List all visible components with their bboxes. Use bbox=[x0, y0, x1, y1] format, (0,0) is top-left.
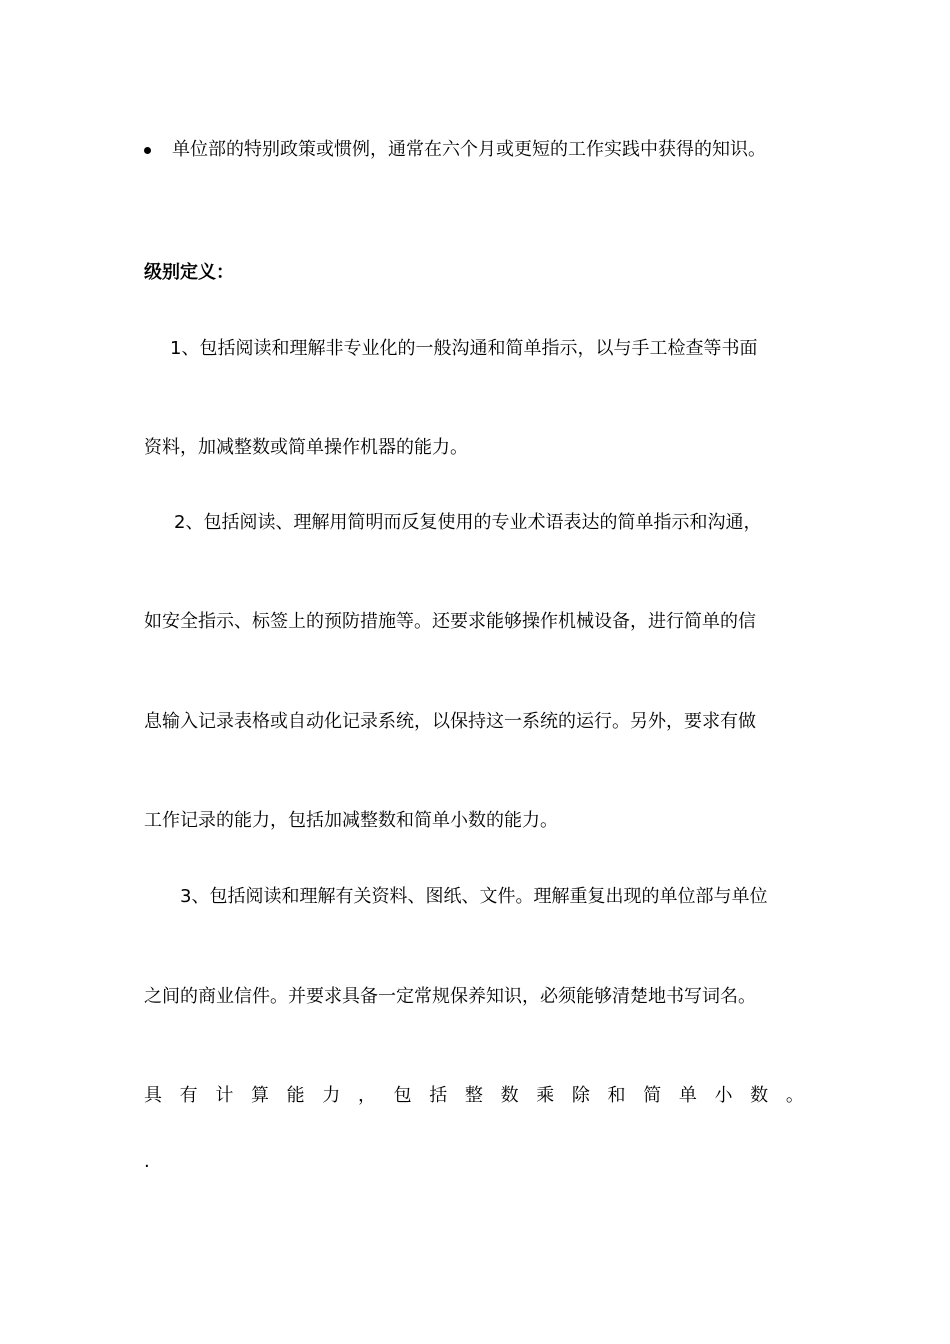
justified-char: 。 bbox=[785, 1085, 804, 1106]
justified-char: 简 bbox=[643, 1085, 662, 1106]
justified-char: 单 bbox=[678, 1085, 697, 1106]
level2-line4: 工作记录的能力，包括加减整数和简单小数的能力。 bbox=[144, 810, 558, 831]
level2-line1: 2、包括阅读、理解用简明而反复使用的专业术语表达的简单指示和沟通， bbox=[174, 512, 762, 533]
justified-char: 力 bbox=[322, 1085, 341, 1106]
level1-line1: 1、包括阅读和理解非专业化的一般沟通和简单指示，以与手工检查等书面 bbox=[170, 338, 758, 359]
justified-char: 和 bbox=[607, 1085, 626, 1106]
level1-line2: 资料，加减整数或简单操作机器的能力。 bbox=[144, 437, 468, 458]
justified-char: 整 bbox=[464, 1085, 483, 1106]
section-heading: 级别定义： bbox=[144, 262, 234, 283]
justified-char: 除 bbox=[571, 1085, 590, 1106]
justified-char: ， bbox=[357, 1085, 376, 1106]
bullet-icon bbox=[144, 147, 151, 154]
level2-line3: 息输入记录表格或自动化记录系统，以保持这一系统的运行。另外，要求有做 bbox=[144, 711, 756, 732]
justified-char: 数 bbox=[500, 1085, 519, 1106]
justified-char: 乘 bbox=[536, 1085, 555, 1106]
justified-char: 数 bbox=[750, 1085, 769, 1106]
justified-char: 具 bbox=[144, 1085, 162, 1106]
level3-line2: 之间的商业信件。并要求具备一定常规保养知识，必须能够清楚地书写词名。 bbox=[144, 986, 756, 1007]
level3-line3 bbox=[144, 1084, 804, 1108]
justified-char: 有 bbox=[179, 1085, 198, 1106]
level2-line2: 如安全指示、标签上的预防措施等。还要求能够操作机械设备，进行简单的信 bbox=[144, 611, 756, 632]
justified-char: 包 bbox=[393, 1085, 412, 1106]
bullet-item-text: 单位部的特别政策或惯例，通常在六个月或更短的工作实践中获得的知识。 bbox=[172, 139, 766, 160]
justified-char: 计 bbox=[215, 1085, 234, 1106]
justified-char: 能 bbox=[286, 1085, 305, 1106]
justified-char: 小 bbox=[714, 1085, 733, 1106]
justified-char: 括 bbox=[429, 1085, 448, 1106]
justified-char: 算 bbox=[250, 1085, 269, 1106]
level3-line1: 3、包括阅读和理解有关资料、图纸、文件。理解重复出现的单位部与单位 bbox=[180, 886, 768, 907]
trailing-period: . bbox=[144, 1151, 150, 1172]
